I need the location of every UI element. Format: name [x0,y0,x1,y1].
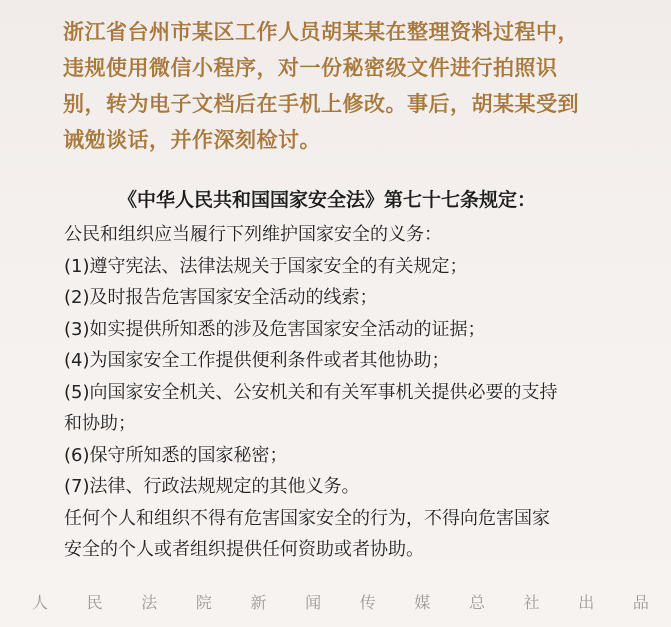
law-line-item-4: (4)为国家安全工作提供便利条件或者其他协助； [64,350,450,371]
publisher-credit [32,592,649,614]
publisher-char: 总 [469,593,486,612]
law-line-item-5-cont: 和协助； [64,413,136,434]
publisher-char: 传 [359,593,376,612]
law-line-item-5: (5)向国家安全机关、公安机关和有关军事机关提供必要的支持 [64,381,558,403]
publisher-char: 社 [523,593,540,612]
law-line-item-3: (3)如实提供所知悉的涉及危害国家安全活动的证据； [64,318,486,340]
law-line-item-1: (1)遵守宪法、法律法规关于国家安全的有关规定； [64,255,468,277]
law-line-item-2: (2)及时报告危害国家安全活动的线索； [64,287,378,308]
publisher-char: 人 [32,593,49,612]
publisher-char: 新 [250,593,267,612]
publisher-char: 媒 [414,593,431,612]
law-line-item-7: (7)法律、行政法规规定的其他义务。 [64,476,360,497]
publisher-char: 出 [578,593,595,612]
publisher-char: 民 [86,593,103,612]
law-line-intro: 公民和组织应当履行下列维护国家安全的义务： [64,224,442,245]
law-line-prohibition-cont: 安全的个人或者组织提供任何资助或者协助。 [64,539,424,560]
law-article-body [64,219,624,566]
law-line-prohibition: 任何个人和组织不得有危害国家安全的行为，不得向危害国家 [64,507,550,529]
publisher-char: 法 [141,593,158,612]
law-article-title: 《中华人民共和国国家安全法》第七十七条规定： [118,189,537,211]
publisher-char: 闻 [305,593,322,612]
case-description: 浙江省台州市某区工作人员胡某某在整理资料过程中， 违规使用微信小程序，对一份秘密级文件进行拍照识 别，转为电子文档后在手机上修改。事后，胡某某受到 诫勉谈话，并作深刻检讨。 [63,20,579,152]
law-line-item-6: (6)保守所知悉的国家秘密； [64,444,288,466]
publisher-char: 院 [195,593,212,612]
publisher-char: 品 [632,593,649,612]
